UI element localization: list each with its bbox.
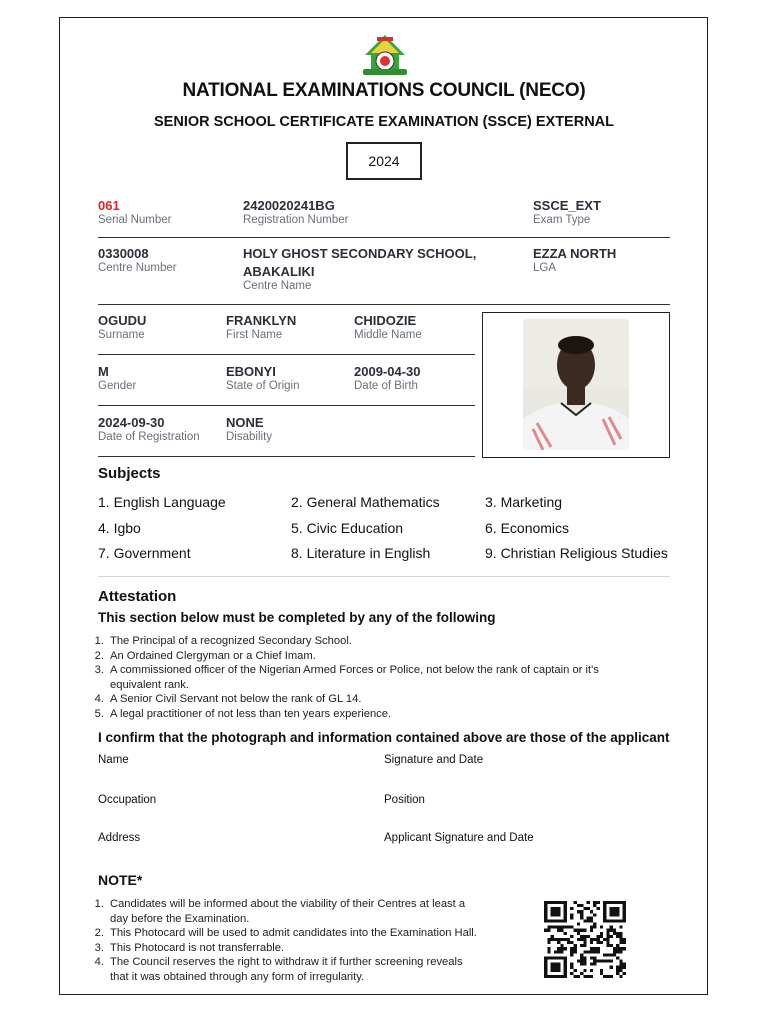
gender-label: Gender	[98, 380, 137, 392]
registration-number-value: 2420020241BG	[243, 198, 335, 213]
registration-date-value: 2024-09-30	[98, 415, 165, 430]
attestation-instruction: This section below must be completed by any of the following	[98, 610, 496, 625]
applicant-signature-label: Applicant Signature and Date	[384, 832, 534, 844]
divider	[98, 576, 670, 577]
dob-value: 2009-04-30	[354, 364, 421, 379]
list-item: 3. A commissioned officer of the Nigerian Armed Forces or Police, not below the rank of captain or it's equivalent rank.	[94, 664, 599, 691]
attestation-title: Attestation	[98, 588, 177, 605]
subject-item: 6. Economics	[485, 520, 570, 536]
registration-number-label: Registration Number	[243, 214, 349, 226]
note-list	[90, 897, 477, 985]
confirmation-statement: I confirm that the photograph and information contained above are those of the applicant	[98, 730, 670, 745]
list-item: 1. Candidates will be informed about the viability of their Centres at least a day before the Examination.	[94, 898, 466, 925]
subject-item: 4. Igbo	[98, 520, 141, 536]
list-item: 1. The Principal of a recognized Secondary School.	[94, 635, 352, 647]
centre-name-label: Centre Name	[243, 280, 312, 292]
first-name-value: FRANKLYN	[226, 313, 297, 328]
disability-value: NONE	[226, 415, 264, 430]
centre-number-value: 0330008	[98, 246, 149, 261]
list-item: 3. This Photocard is not transferrable.	[94, 941, 285, 954]
centre-name-line1: HOLY GHOST SECONDARY SCHOOL,	[243, 246, 477, 261]
occupation-label: Occupation	[98, 794, 157, 806]
council-title: NATIONAL EXAMINATIONS COUNCIL (NECO)	[182, 80, 586, 101]
subject-item: 2. General Mathematics	[291, 494, 440, 510]
subject-item: 3. Marketing	[485, 494, 563, 510]
list-item: 2. This Photocard will be used to admit candidates into the Examination Hall.	[94, 927, 477, 940]
state-value: EBONYI	[226, 364, 276, 379]
subject-item: 7. Government	[98, 545, 191, 561]
lga-label: LGA	[533, 262, 557, 274]
serial-number-value: 061	[98, 198, 120, 213]
gender-value: M	[98, 364, 109, 379]
list-item: 2. An Ordained Clergyman or a Chief Imam.	[94, 649, 316, 662]
disability-label: Disability	[226, 431, 273, 443]
serial-number-label: Serial Number	[98, 214, 172, 226]
exam-type-label: Exam Type	[533, 214, 591, 226]
surname-value: OGUDU	[98, 313, 147, 328]
lga-value: EZZA NORTH	[533, 246, 617, 261]
list-item: 5. A legal practitioner of not less than ten years experience.	[94, 707, 392, 720]
subject-item: 1. English Language	[98, 494, 226, 510]
divider	[98, 405, 475, 406]
list-item: 4. The Council reserves the right to withdraw it if further screening reveals that it was obtained through any form of irregularity.	[94, 956, 463, 983]
state-label: State of Origin	[226, 380, 300, 392]
address-label: Address	[98, 832, 141, 844]
divider	[98, 237, 670, 238]
divider	[98, 304, 670, 305]
centre-name-line2: ABAKALIKI	[243, 264, 315, 279]
first-name-label: First Name	[226, 329, 283, 341]
name-field-label: Name	[98, 754, 129, 766]
candidate-photo	[523, 319, 629, 450]
exam-type-value: SSCE_EXT	[533, 198, 601, 213]
divider	[98, 456, 475, 457]
surname-label: Surname	[98, 329, 145, 341]
note-title: NOTE*	[98, 872, 143, 888]
subjects-title: Subjects	[98, 465, 161, 482]
middle-name-value: CHIDOZIE	[354, 313, 417, 328]
registration-date-label: Date of Registration	[98, 431, 200, 443]
subject-item: 8. Literature in English	[291, 545, 431, 561]
exam-subtitle: SENIOR SCHOOL CERTIFICATE EXAMINATION (SSCE) EXTERNAL	[154, 114, 614, 130]
signature-date-label: Signature and Date	[384, 754, 484, 766]
subject-item: 5. Civic Education	[291, 520, 404, 536]
divider	[98, 354, 475, 355]
qr-code-icon	[544, 901, 626, 978]
neco-logo-icon	[359, 33, 411, 79]
middle-name-label: Middle Name	[354, 329, 422, 341]
subject-item: 9. Christian Religious Studies	[485, 545, 668, 561]
centre-number-label: Centre Number	[98, 262, 177, 274]
dob-label: Date of Birth	[354, 380, 418, 392]
position-label: Position	[384, 794, 425, 806]
exam-year-box: 2024	[346, 142, 422, 180]
attestation-list	[90, 634, 599, 722]
list-item: 4. A Senior Civil Servant not below the rank of GL 14.	[94, 693, 362, 706]
